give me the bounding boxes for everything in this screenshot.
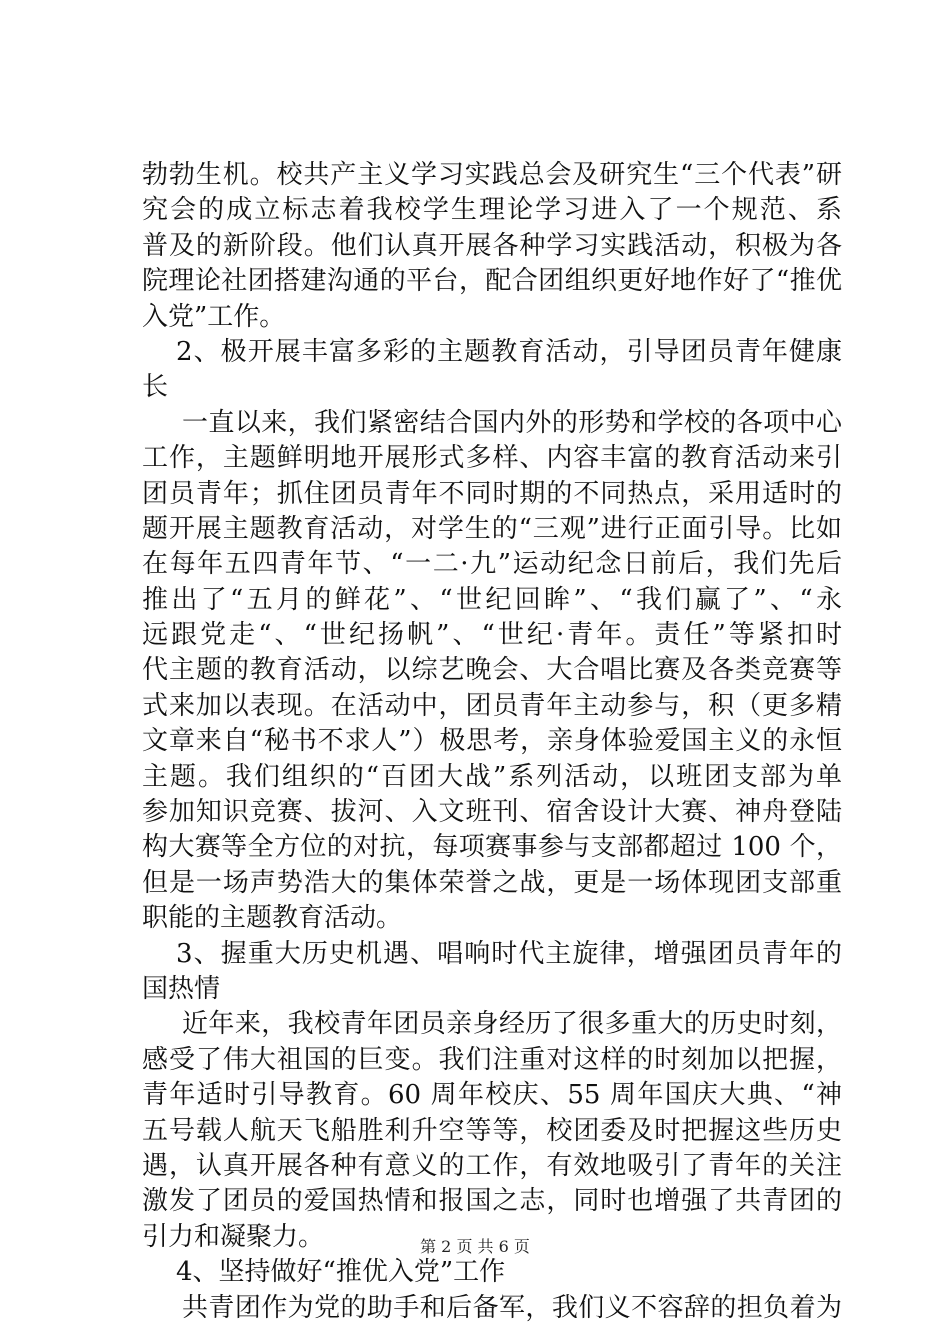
text-line: 参加知识竞赛、拔河、入文班刊、宿舍设计大赛、神舟登陆 [142,797,842,828]
text-line: 但是一场声势浩大的集体荣誉之战，更是一场体现团支部重 [142,867,842,898]
text-line: 入党”工作。 [142,301,286,332]
text-line: 3、握重大历史机遇、唱响时代主旋律，增强团员青年的 [176,938,842,969]
text-line: 勃勃生机。校共产主义学习实践总会及研究生“三个代表”研 [142,160,842,190]
text-line: 式来加以表现。在活动中，团员青年主动参与，积（更多精 [142,690,842,721]
text-line: 五号载人航天飞船胜利升空等等，校团委及时把握这些历史 [142,1115,842,1146]
text-line: 团员青年；抓住团员青年不同时期的不同热点，采用适时的 [142,478,842,509]
text-line: 激发了团员的爱国热情和报国之志，同时也增强了共青团的 [142,1186,842,1217]
text-line: 构大赛等全方位的对抗，每项赛事参与支部都超过 100 个， [142,832,842,863]
text-line: 长 [142,372,169,403]
text-line: 题开展主题教育活动，对学生的“三观”进行正面引导。比如 [142,513,842,544]
text-line: 究会的成立标志着我校学生理论学习进入了一个规范、系 [142,195,842,226]
text-line: 国热情 [142,973,221,1004]
text-line: 一直以来，我们紧密结合国内外的形势和学校的各项中心 [182,407,842,438]
text-line: 感受了伟大祖国的巨变。我们注重对这样的时刻加以把握， [142,1044,842,1075]
text-line: 远跟党走“、“世纪扬帆”、“世纪·青年。责任”等紧扣时 [142,620,842,651]
text-line: 主题。我们组织的“百团大战”系列活动，以班团支部为单 [142,761,842,792]
text-line: 职能的主题教育活动。 [142,903,403,934]
text-line: 文章来自“秘书不求人”）极思考，亲身体验爱国主义的永恒 [142,726,842,757]
text-line: 院理论社团搭建沟通的平台，配合团组织更好地作好了“推优 [142,266,842,297]
text-line: 普及的新阶段。他们认真开展各种学习实践活动，积极为各 [142,230,842,261]
text-line: 推出了“五月的鲜花”、“世纪回眸”、“我们赢了”、“永 [142,584,842,615]
text-line: 工作，主题鲜明地开展形式多样、内容丰富的教育活动来引 [142,443,842,474]
text-line: 引力和凝聚力。 [142,1221,325,1252]
text-line: 共青团作为党的助手和后备军，我们义不容辞的担负着为 [182,1292,842,1323]
text-line: 遇，认真开展各种有意义的工作，有效地吸引了青年的关注 [142,1150,842,1181]
text-line: 近年来，我校青年团员亲身经历了很多重大的历史时刻， [182,1009,842,1040]
text-line: 青年适时引导教育。60 周年校庆、55 周年国庆大典、“神 [142,1080,842,1111]
text-line: 4、坚持做好“推优入党”工作 [176,1257,506,1288]
document-body [142,158,842,1326]
text-line: 2、极开展丰富多彩的主题教育活动，引导团员青年健康 [176,336,842,367]
page-footer: 第 2 页 共 6 页 [420,1237,530,1256]
text-line: 在每年五四青年节、“一二·九”运动纪念日前后，我们先后 [142,549,842,580]
text-line: 代主题的教育活动，以综艺晚会、大合唱比赛及各类竞赛等 [142,655,842,686]
